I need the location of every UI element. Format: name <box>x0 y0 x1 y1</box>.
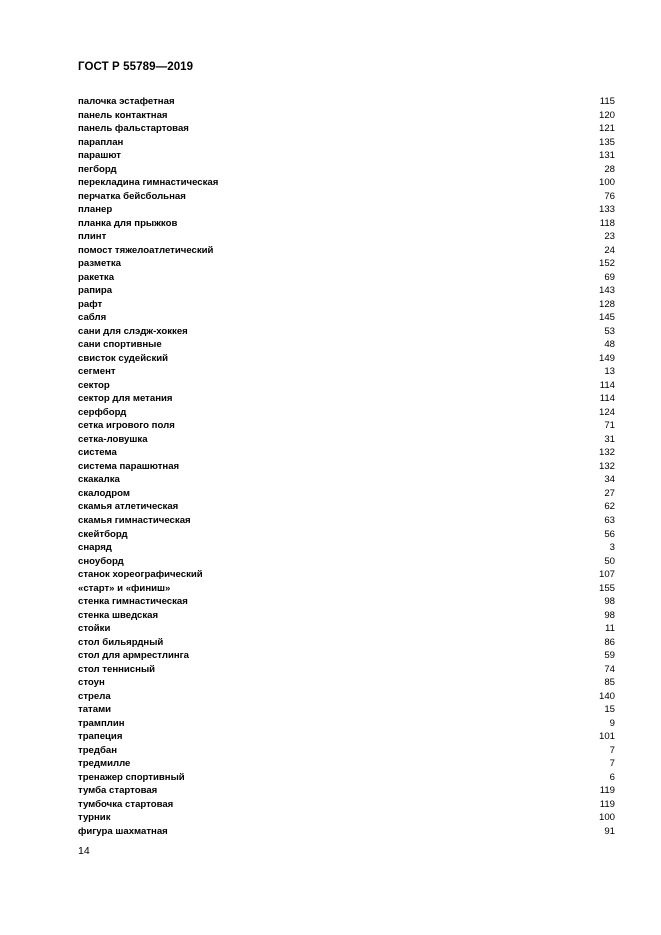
index-page-number: 53 <box>604 325 615 337</box>
index-entry <box>78 257 615 271</box>
index-term: перчатка бейсбольная <box>78 190 186 202</box>
index-entry <box>78 757 615 771</box>
index-term: планка для прыжков <box>78 217 178 229</box>
index-entry <box>78 784 615 798</box>
index-term: панель контактная <box>78 109 168 121</box>
index-entry <box>78 419 615 433</box>
index-page-number: 59 <box>604 650 615 662</box>
index-entry <box>78 771 615 785</box>
index-page-number: 48 <box>604 339 615 351</box>
index-page-number: 143 <box>598 285 615 297</box>
index-entry <box>78 433 615 447</box>
index-entry <box>78 825 615 839</box>
index-page-number: 56 <box>604 528 615 540</box>
index-entry <box>78 460 615 474</box>
index-term: тренажер спортивный <box>78 771 185 783</box>
index-term: трапеция <box>78 731 123 743</box>
index-term: рафт <box>78 298 103 310</box>
index-page-number: 114 <box>599 379 615 391</box>
index-term: система <box>78 447 117 459</box>
index-entry <box>78 595 615 609</box>
index-term: стенка шведская <box>78 609 159 621</box>
index-term: скамья атлетическая <box>78 501 179 513</box>
index-term: скамья гимнастическая <box>78 514 191 526</box>
index-entry <box>78 717 615 731</box>
index-term: трамплин <box>78 717 125 729</box>
index-page-number: 155 <box>598 582 615 594</box>
index-term: помост тяжелоатлетический <box>78 244 214 256</box>
index-page-number: 3 <box>609 542 615 554</box>
index-entry <box>78 622 615 636</box>
index-page-number: 9 <box>609 717 615 729</box>
index-page-number: 71 <box>604 420 615 432</box>
index-term: скакалка <box>78 474 120 486</box>
index-page-number: 124 <box>598 406 615 418</box>
index-term: стол теннисный <box>78 663 156 675</box>
index-entry <box>78 528 615 542</box>
index-page-number: 152 <box>598 258 615 270</box>
index-term: сегмент <box>78 366 116 378</box>
index-term: сани спортивные <box>78 339 162 351</box>
index-term: стол для армрестлинга <box>78 650 189 662</box>
index-term: стол бильярдный <box>78 636 164 648</box>
index-term: свисток судейский <box>78 352 169 364</box>
index-entry <box>78 690 615 704</box>
index-term: рапира <box>78 285 113 297</box>
index-entry <box>78 352 615 366</box>
index-entry <box>78 95 615 109</box>
index-entry <box>78 555 615 569</box>
index-entry <box>78 149 615 163</box>
index-page-number: 11 <box>605 623 615 635</box>
index-entry <box>78 217 615 231</box>
index-entry <box>78 636 615 650</box>
index-entry <box>78 203 615 217</box>
index-term: планер <box>78 204 113 216</box>
index-page-number: 63 <box>604 514 615 526</box>
index-entry <box>78 109 615 123</box>
index-entry <box>78 514 615 528</box>
index-term: сабля <box>78 312 107 324</box>
index-page-number: 135 <box>598 136 615 148</box>
index-page-number: 100 <box>598 177 615 189</box>
index-term: фигура шахматная <box>78 825 168 837</box>
index-entry <box>78 649 615 663</box>
index-entry <box>78 609 615 623</box>
index-page-number: 85 <box>604 677 615 689</box>
index-page-number: 98 <box>604 596 615 608</box>
index-term: стоун <box>78 677 105 689</box>
index-term: стрела <box>78 690 111 702</box>
index-entry <box>78 811 615 825</box>
index-page-number: 107 <box>598 569 615 581</box>
index-term: система парашютная <box>78 460 180 472</box>
index-page-number: 34 <box>604 474 615 486</box>
index-entry <box>78 298 615 312</box>
index-entry <box>78 176 615 190</box>
index-page-number: 7 <box>609 758 615 770</box>
index-entry <box>78 244 615 258</box>
index-term: сектор для метания <box>78 393 173 405</box>
index-entry <box>78 122 615 136</box>
index-term: пегборд <box>78 163 117 175</box>
index-term: серфборд <box>78 406 127 418</box>
index-term: тумба стартовая <box>78 785 158 797</box>
index-page-number: 128 <box>598 298 615 310</box>
index-term: скейтборд <box>78 528 128 540</box>
index-page-number: 62 <box>604 501 615 513</box>
index-entry <box>78 676 615 690</box>
index-entry <box>78 541 615 555</box>
index-term: стенка гимнастическая <box>78 596 188 608</box>
index-entry <box>78 136 615 150</box>
index-page-number: 119 <box>599 785 615 797</box>
document-header: ГОСТ Р 55789—2019 <box>78 61 194 73</box>
index-entry <box>78 163 615 177</box>
index-term: станок хореографический <box>78 569 203 581</box>
index-term: снаряд <box>78 542 112 554</box>
index-page-number: 31 <box>604 433 615 445</box>
index-term: разметка <box>78 258 121 270</box>
index-entry <box>78 473 615 487</box>
index-entry <box>78 230 615 244</box>
index-page-number: 98 <box>604 609 615 621</box>
alphabetical-index <box>78 95 615 838</box>
index-page-number: 27 <box>604 487 615 499</box>
index-entry <box>78 487 615 501</box>
index-term: тумбочка стартовая <box>78 798 174 810</box>
index-entry <box>78 325 615 339</box>
index-entry <box>78 663 615 677</box>
index-entry <box>78 365 615 379</box>
index-page-number: 149 <box>598 352 615 364</box>
index-term: татами <box>78 704 112 716</box>
index-term: тредбан <box>78 744 118 756</box>
index-page-number: 132 <box>598 447 615 459</box>
index-term: турник <box>78 812 111 824</box>
index-page-number: 76 <box>604 190 615 202</box>
index-page-number: 13 <box>604 366 615 378</box>
index-term: парашют <box>78 150 121 162</box>
index-entry <box>78 338 615 352</box>
index-page-number: 6 <box>609 771 615 783</box>
page-number: 14 <box>78 845 90 857</box>
index-term: плинт <box>78 231 107 243</box>
index-page-number: 120 <box>598 109 615 121</box>
index-term: перекладина гимнастическая <box>78 177 219 189</box>
index-term: палочка эстафетная <box>78 96 175 107</box>
index-page-number: 131 <box>598 150 615 162</box>
index-page-number: 7 <box>609 744 615 756</box>
index-entry <box>78 582 615 596</box>
index-term: сетка игрового поля <box>78 420 175 432</box>
index-page-number: 119 <box>599 798 615 810</box>
index-entry <box>78 311 615 325</box>
index-entry <box>78 392 615 406</box>
index-term: сноуборд <box>78 555 124 567</box>
index-term: параплан <box>78 136 124 148</box>
index-page-number: 28 <box>604 163 615 175</box>
index-page-number: 74 <box>604 663 615 675</box>
index-page-number: 24 <box>604 244 615 256</box>
index-page-number: 91 <box>604 825 615 837</box>
index-entry <box>78 703 615 717</box>
index-page-number: 118 <box>599 217 615 229</box>
index-page-number: 15 <box>604 704 615 716</box>
index-page-number: 132 <box>598 460 615 472</box>
index-term: сектор <box>78 379 110 391</box>
index-page-number: 115 <box>599 96 615 107</box>
index-term: «старт» и «финиш» <box>78 582 171 594</box>
index-entry <box>78 446 615 460</box>
index-entry <box>78 379 615 393</box>
index-entry <box>78 271 615 285</box>
index-term: ракетка <box>78 271 115 283</box>
index-page-number: 23 <box>604 231 615 243</box>
index-entry <box>78 798 615 812</box>
index-term: стойки <box>78 623 111 635</box>
index-page-number: 140 <box>598 690 615 702</box>
index-entry <box>78 406 615 420</box>
index-term: тредмилле <box>78 758 131 770</box>
index-entry <box>78 500 615 514</box>
index-page-number: 101 <box>598 731 615 743</box>
index-term: сани для слэдж-хоккея <box>78 325 188 337</box>
index-page-number: 114 <box>599 393 615 405</box>
index-page-number: 121 <box>598 123 615 135</box>
index-entry <box>78 568 615 582</box>
index-page-number: 100 <box>598 812 615 824</box>
index-entry <box>78 744 615 758</box>
index-page-number: 86 <box>604 636 615 648</box>
index-entry <box>78 284 615 298</box>
index-page-number: 69 <box>604 271 615 283</box>
index-term: скалодром <box>78 487 130 499</box>
index-page-number: 50 <box>604 555 615 567</box>
index-entry <box>78 190 615 204</box>
index-entry <box>78 730 615 744</box>
index-term: панель фальстартовая <box>78 123 189 135</box>
index-page-number: 133 <box>598 204 615 216</box>
index-page-number: 145 <box>598 312 615 324</box>
index-term: сетка-ловушка <box>78 433 148 445</box>
